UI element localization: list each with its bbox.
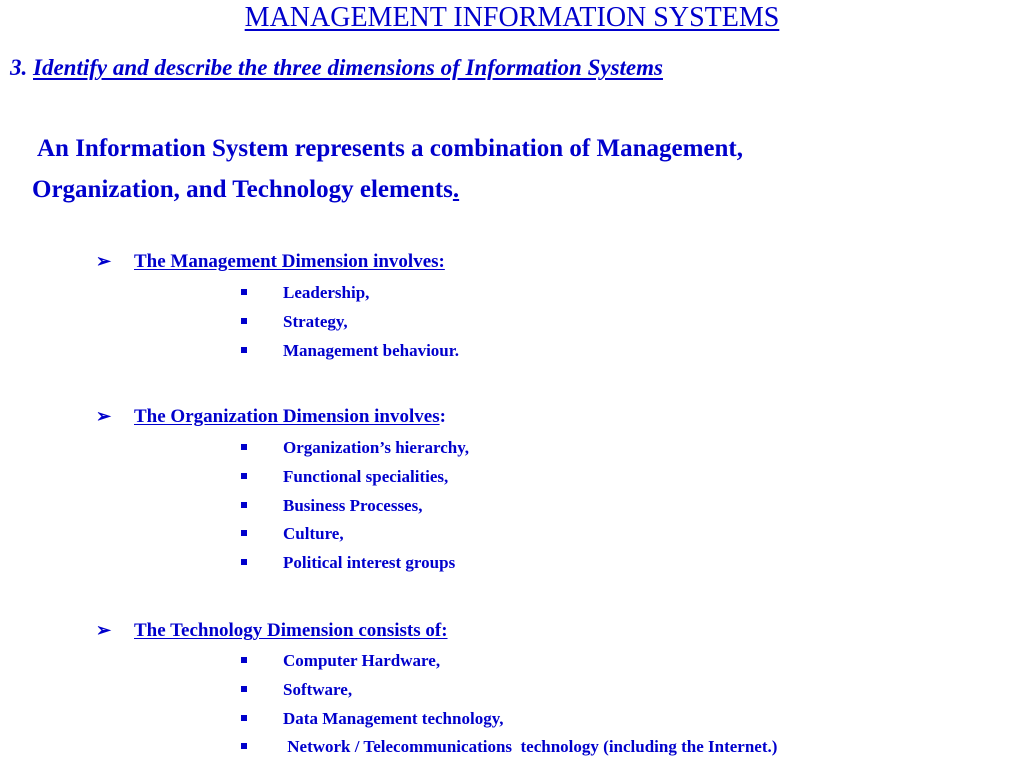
square-bullet-icon xyxy=(241,686,247,692)
intro-paragraph xyxy=(32,128,932,210)
square-bullet-icon xyxy=(241,473,247,479)
square-bullet-icon xyxy=(241,657,247,663)
list-item: Computer Hardware, xyxy=(241,651,440,671)
square-bullet-icon xyxy=(241,715,247,721)
question-heading xyxy=(10,55,663,81)
list-item: Leadership, xyxy=(241,283,369,303)
section-heading-management: ➢ The Management Dimension involves: xyxy=(96,251,445,272)
page-title: MANAGEMENT INFORMATION SYSTEMS xyxy=(244,2,780,33)
square-bullet-icon xyxy=(241,743,247,749)
arrow-bullet-icon: ➢ xyxy=(96,406,112,426)
list-item: Management behaviour. xyxy=(241,341,459,361)
list-item: Political interest groups xyxy=(241,553,455,573)
square-bullet-icon xyxy=(241,530,247,536)
question-text: Identify and describe the three dimensions of Information Systems xyxy=(33,55,663,80)
square-bullet-icon xyxy=(241,318,247,324)
list-item: Strategy, xyxy=(241,312,348,332)
intro-line-1: An Information System represents a combination of Management, xyxy=(37,135,743,162)
list-item: Functional specialities, xyxy=(241,467,448,487)
section-heading-technology: ➢ The Technology Dimension consists of: xyxy=(96,620,448,641)
question-number: 3. xyxy=(10,55,28,80)
list-item: Business Processes, xyxy=(241,496,422,516)
square-bullet-icon xyxy=(241,347,247,353)
intro-line-2: Organization, and Technology elements. xyxy=(32,176,460,203)
list-item: Organization’s hierarchy, xyxy=(241,438,469,458)
list-item: Culture, xyxy=(241,524,344,544)
arrow-bullet-icon: ➢ xyxy=(96,620,112,640)
section-heading-organization: ➢ The Organization Dimension involves: xyxy=(96,406,446,427)
arrow-bullet-icon: ➢ xyxy=(96,251,112,271)
list-item: Data Management technology, xyxy=(241,709,504,729)
square-bullet-icon xyxy=(241,289,247,295)
list-item: Software, xyxy=(241,680,352,700)
list-item: Network / Telecommunications technology (including the Internet.) xyxy=(241,737,777,757)
square-bullet-icon xyxy=(241,444,247,450)
square-bullet-icon xyxy=(241,559,247,565)
square-bullet-icon xyxy=(241,502,247,508)
